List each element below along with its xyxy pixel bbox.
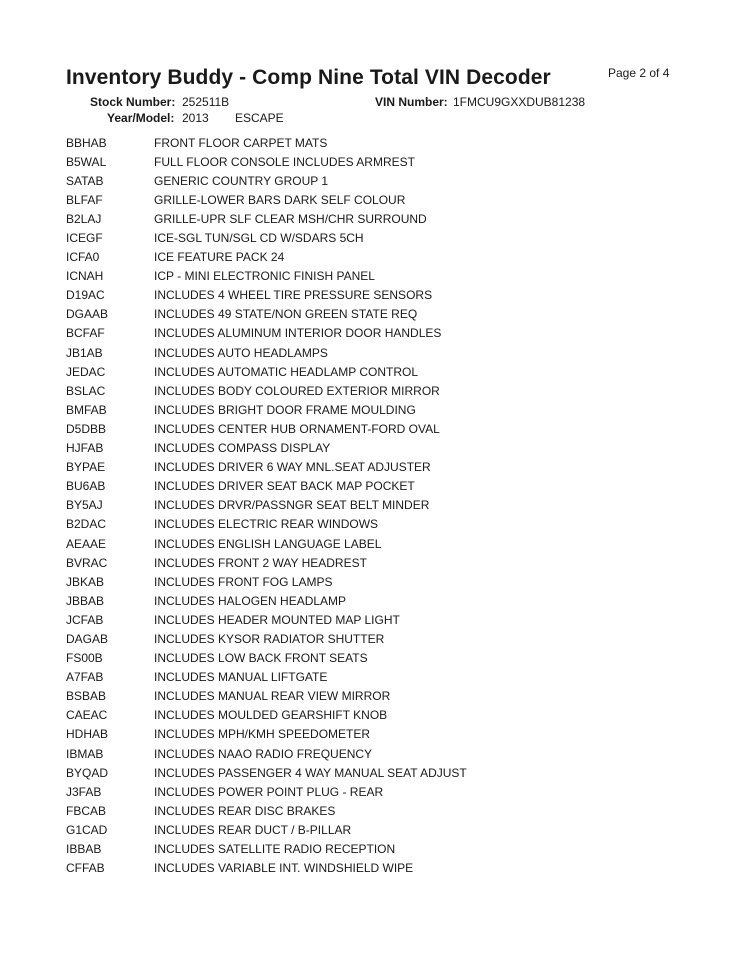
option-code: BSBAB: [66, 689, 107, 704]
option-row: [66, 572, 686, 591]
year-value: 2013: [182, 111, 209, 125]
option-code: A7FAB: [66, 670, 104, 685]
option-description: INCLUDES REAR DUCT / B-PILLAR: [154, 822, 352, 837]
option-row: [66, 362, 686, 381]
option-code: HJFAB: [66, 441, 104, 456]
option-description: INCLUDES MPH/KMH SPEEDOMETER: [154, 727, 371, 742]
page-number: Page 2 of 4: [608, 66, 670, 80]
stock-number-value: 252511B: [182, 95, 230, 109]
option-description: INCLUDES REAR DISC BRAKES: [154, 803, 336, 818]
option-description: INCLUDES AUTO HEADLAMPS: [154, 345, 328, 360]
option-description: FRONT FLOOR CARPET MATS: [154, 135, 328, 150]
option-description: INCLUDES AUTOMATIC HEADLAMP CONTROL: [154, 364, 419, 379]
option-code: BY5AJ: [66, 498, 103, 513]
option-row: [66, 190, 686, 209]
option-row: [66, 820, 686, 839]
option-code-list: [66, 133, 686, 878]
option-description: INCLUDES COMPASS DISPLAY: [154, 441, 331, 456]
option-row: [66, 744, 686, 763]
option-row: [66, 496, 686, 515]
option-row: [66, 286, 686, 305]
option-code: D19AC: [66, 288, 105, 303]
option-description: GENERIC COUNTRY GROUP 1: [154, 173, 329, 188]
option-description: INCLUDES DRIVER SEAT BACK MAP POCKET: [154, 479, 415, 494]
option-description: INCLUDES MANUAL REAR VIEW MIRROR: [154, 689, 391, 704]
option-code: ICFA0: [66, 250, 100, 265]
option-code: HDHAB: [66, 727, 109, 742]
option-description: INCLUDES BODY COLOURED EXTERIOR MIRROR: [154, 383, 440, 398]
option-row: [66, 534, 686, 553]
option-code: JBBAB: [66, 593, 105, 608]
option-row: [66, 228, 686, 247]
option-row: [66, 419, 686, 438]
option-code: JEDAC: [66, 364, 106, 379]
option-code: DAGAB: [66, 631, 109, 646]
option-code: BYQAD: [66, 765, 109, 780]
option-code: JB1AB: [66, 345, 103, 360]
option-code: FS00B: [66, 651, 103, 666]
option-row: [66, 859, 686, 878]
option-description: INCLUDES LOW BACK FRONT SEATS: [154, 651, 368, 666]
option-row: [66, 687, 686, 706]
option-row: [66, 305, 686, 324]
option-description: INCLUDES 4 WHEEL TIRE PRESSURE SENSORS: [154, 288, 433, 303]
option-description: ICP - MINI ELECTRONIC FINISH PANEL: [154, 269, 375, 284]
option-description: INCLUDES DRIVER 6 WAY MNL.SEAT ADJUSTER: [154, 460, 431, 475]
year-model-label: Year/Model:: [107, 111, 175, 125]
option-code: BYPAE: [66, 460, 106, 475]
option-row: [66, 267, 686, 286]
option-code: BCFAF: [66, 326, 105, 341]
option-row: [66, 591, 686, 610]
model-value: ESCAPE: [235, 111, 284, 125]
option-description: INCLUDES 49 STATE/NON GREEN STATE REQ: [154, 307, 418, 322]
option-row: [66, 477, 686, 496]
option-code: ICEGF: [66, 231, 103, 246]
option-code: B2LAJ: [66, 211, 102, 226]
vin-number-field: [375, 95, 586, 109]
option-description: INCLUDES ALUMINUM INTERIOR DOOR HANDLES: [154, 326, 442, 341]
option-description: INCLUDES ENGLISH LANGUAGE LABEL: [154, 536, 382, 551]
option-code: BSLAC: [66, 383, 106, 398]
option-description: ICE-SGL TUN/SGL CD W/SDARS 5CH: [154, 231, 364, 246]
stock-number-label: Stock Number:: [90, 95, 176, 109]
option-code: FBCAB: [66, 803, 107, 818]
option-code: BMFAB: [66, 402, 107, 417]
option-code: IBBAB: [66, 842, 102, 857]
option-description: INCLUDES HALOGEN HEADLAMP: [154, 593, 347, 608]
option-row: [66, 782, 686, 801]
option-description: INCLUDES NAAO RADIO FREQUENCY: [154, 746, 373, 761]
option-description: INCLUDES ELECTRIC REAR WINDOWS: [154, 517, 379, 532]
option-code: JCFAB: [66, 612, 104, 627]
option-description: GRILLE-LOWER BARS DARK SELF COLOUR: [154, 192, 406, 207]
option-description: INCLUDES DRVR/PASSNGR SEAT BELT MINDER: [154, 498, 430, 513]
option-row: [66, 381, 686, 400]
option-code: B5WAL: [66, 154, 107, 169]
option-row: [66, 706, 686, 725]
option-code: AEAAE: [66, 536, 107, 551]
vin-number-label: VIN Number:: [375, 95, 448, 109]
option-description: ICE FEATURE PACK 24: [154, 250, 285, 265]
option-description: INCLUDES POWER POINT PLUG - REAR: [154, 784, 384, 799]
option-row: [66, 458, 686, 477]
option-row: [66, 515, 686, 534]
option-row: [66, 152, 686, 171]
option-code: CAEAC: [66, 708, 108, 723]
option-description: INCLUDES BRIGHT DOOR FRAME MOULDING: [154, 402, 416, 417]
option-code: JBKAB: [66, 574, 105, 589]
option-code: BLFAF: [66, 192, 103, 207]
stock-number-field: [90, 95, 230, 109]
option-description: INCLUDES FRONT 2 WAY HEADREST: [154, 555, 367, 570]
option-code: DGAAB: [66, 307, 109, 322]
option-row: [66, 439, 686, 458]
option-description: INCLUDES KYSOR RADIATOR SHUTTER: [154, 631, 385, 646]
option-description: INCLUDES MOULDED GEARSHIFT KNOB: [154, 708, 388, 723]
option-code: SATAB: [66, 173, 104, 188]
option-code: IBMAB: [66, 746, 104, 761]
option-code: B2DAC: [66, 517, 107, 532]
option-code: BBHAB: [66, 135, 107, 150]
option-row: [66, 133, 686, 152]
option-code: BU6AB: [66, 479, 106, 494]
option-row: [66, 248, 686, 267]
option-row: [66, 553, 686, 572]
option-row: [66, 839, 686, 858]
option-row: [66, 343, 686, 362]
option-code: J3FAB: [66, 784, 102, 799]
option-code: ICNAH: [66, 269, 104, 284]
option-description: GRILLE-UPR SLF CLEAR MSH/CHR SURROUND: [154, 211, 427, 226]
option-description: INCLUDES VARIABLE INT. WINDSHIELD WIPE: [154, 861, 414, 876]
option-row: [66, 725, 686, 744]
option-code: D5DBB: [66, 421, 107, 436]
option-description: INCLUDES FRONT FOG LAMPS: [154, 574, 333, 589]
option-row: [66, 763, 686, 782]
option-description: INCLUDES MANUAL LIFTGATE: [154, 670, 328, 685]
option-code: G1CAD: [66, 822, 108, 837]
option-description: INCLUDES SATELLITE RADIO RECEPTION: [154, 842, 396, 857]
year-model-field: [107, 111, 284, 125]
option-description: INCLUDES PASSENGER 4 WAY MANUAL SEAT ADJUST: [154, 765, 467, 780]
option-row: [66, 649, 686, 668]
vin-number-value: 1FMCU9GXXDUB81238: [453, 95, 586, 109]
option-description: INCLUDES HEADER MOUNTED MAP LIGHT: [154, 612, 400, 627]
option-row: [66, 801, 686, 820]
option-row: [66, 209, 686, 228]
option-code: BVRAC: [66, 555, 108, 570]
option-row: [66, 610, 686, 629]
option-row: [66, 171, 686, 190]
page-title: Inventory Buddy - Comp Nine Total VIN Decoder: [66, 66, 551, 89]
option-description: FULL FLOOR CONSOLE INCLUDES ARMREST: [154, 154, 415, 169]
option-code: CFFAB: [66, 861, 105, 876]
option-row: [66, 668, 686, 687]
option-row: [66, 629, 686, 648]
option-row: [66, 400, 686, 419]
option-row: [66, 324, 686, 343]
option-description: INCLUDES CENTER HUB ORNAMENT-FORD OVAL: [154, 421, 440, 436]
